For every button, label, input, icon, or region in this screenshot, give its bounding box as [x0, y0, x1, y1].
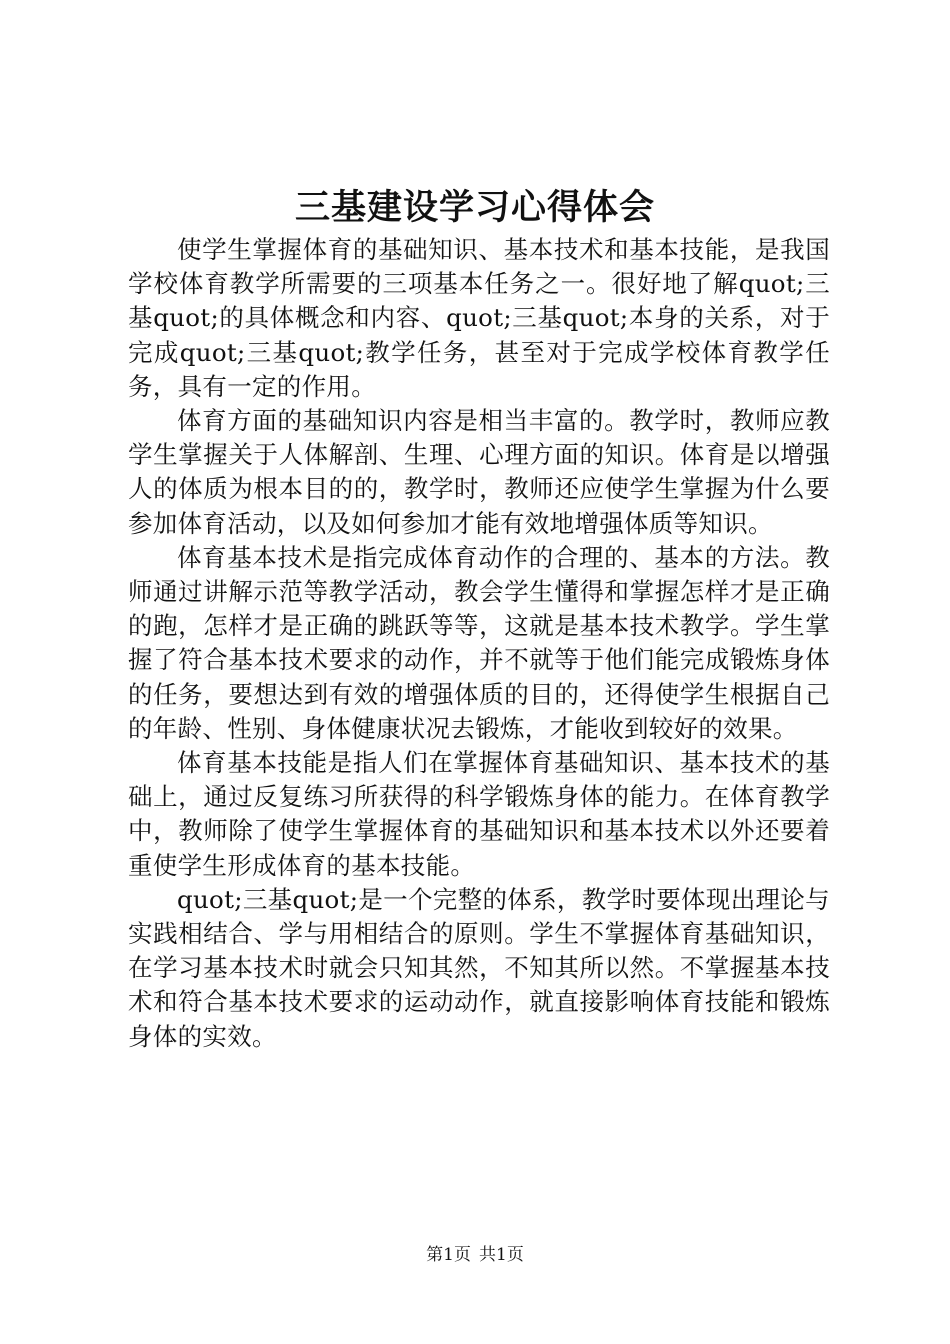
page-number-current: 第1页 — [426, 1245, 471, 1265]
paragraph: 体育方面的基础知识内容是相当丰富的。教学时，教师应教学生掌握关于人体解剖、生理、心理方面的知识。体育是以增强人的体质为根本目的的，教学时，教师还应使学生掌握为什么要参加体育活动，以及如何参加才能有效地增强体质等知识。 — [128, 406, 830, 538]
page-number-total: 共1页 — [479, 1245, 524, 1265]
document-body — [128, 233, 830, 1054]
paragraph: 体育基本技能是指人们在掌握体育基础知识、基本技术的基础上，通过反复练习所获得的科学锻炼身体的能力。在体育教学中，教师除了使学生掌握体育的基础知识和基本技术以外还要着重使学生形成体育的基本技能。 — [128, 748, 830, 880]
paragraph: quot;三基quot;是一个完整的体系，教学时要体现出理论与实践相结合、学与用相结合的原则。学生不掌握体育基础知识，在学习基本技术时就会只知其然，不知其所以然。不掌握基本技术和符合基本技术要求的运动动作，就直接影响体育技能和锻炼身体的实效。 — [128, 884, 830, 1051]
page-footer — [0, 1243, 950, 1267]
paragraph: 使学生掌握体育的基础知识、基本技术和基本技能，是我国学校体育教学所需要的三项基本任务之一。很好地了解quot;三基quot;的具体概念和内容、quot;三基quot;本身的关系，对于完成quot;三基quot;教学任务，甚至对于完成学校体育教学任务，具有一定的作用。 — [128, 235, 830, 401]
paragraph: 体育基本技术是指完成体育动作的合理的、基本的方法。教师通过讲解示范等教学活动，教会学生懂得和掌握怎样才是正确的跑，怎样才是正确的跳跃等等，这就是基本技术教学。学生掌握了符合基本技术要求的动作，并不就等于他们能完成锻炼身体的任务，要想达到有效的增强体质的目的，还得使学生根据自己的年龄、性别、身体健康状况去锻炼，才能收到较好的效果。 — [128, 542, 830, 743]
document-title: 三基建设学习心得体会 — [294, 187, 655, 228]
